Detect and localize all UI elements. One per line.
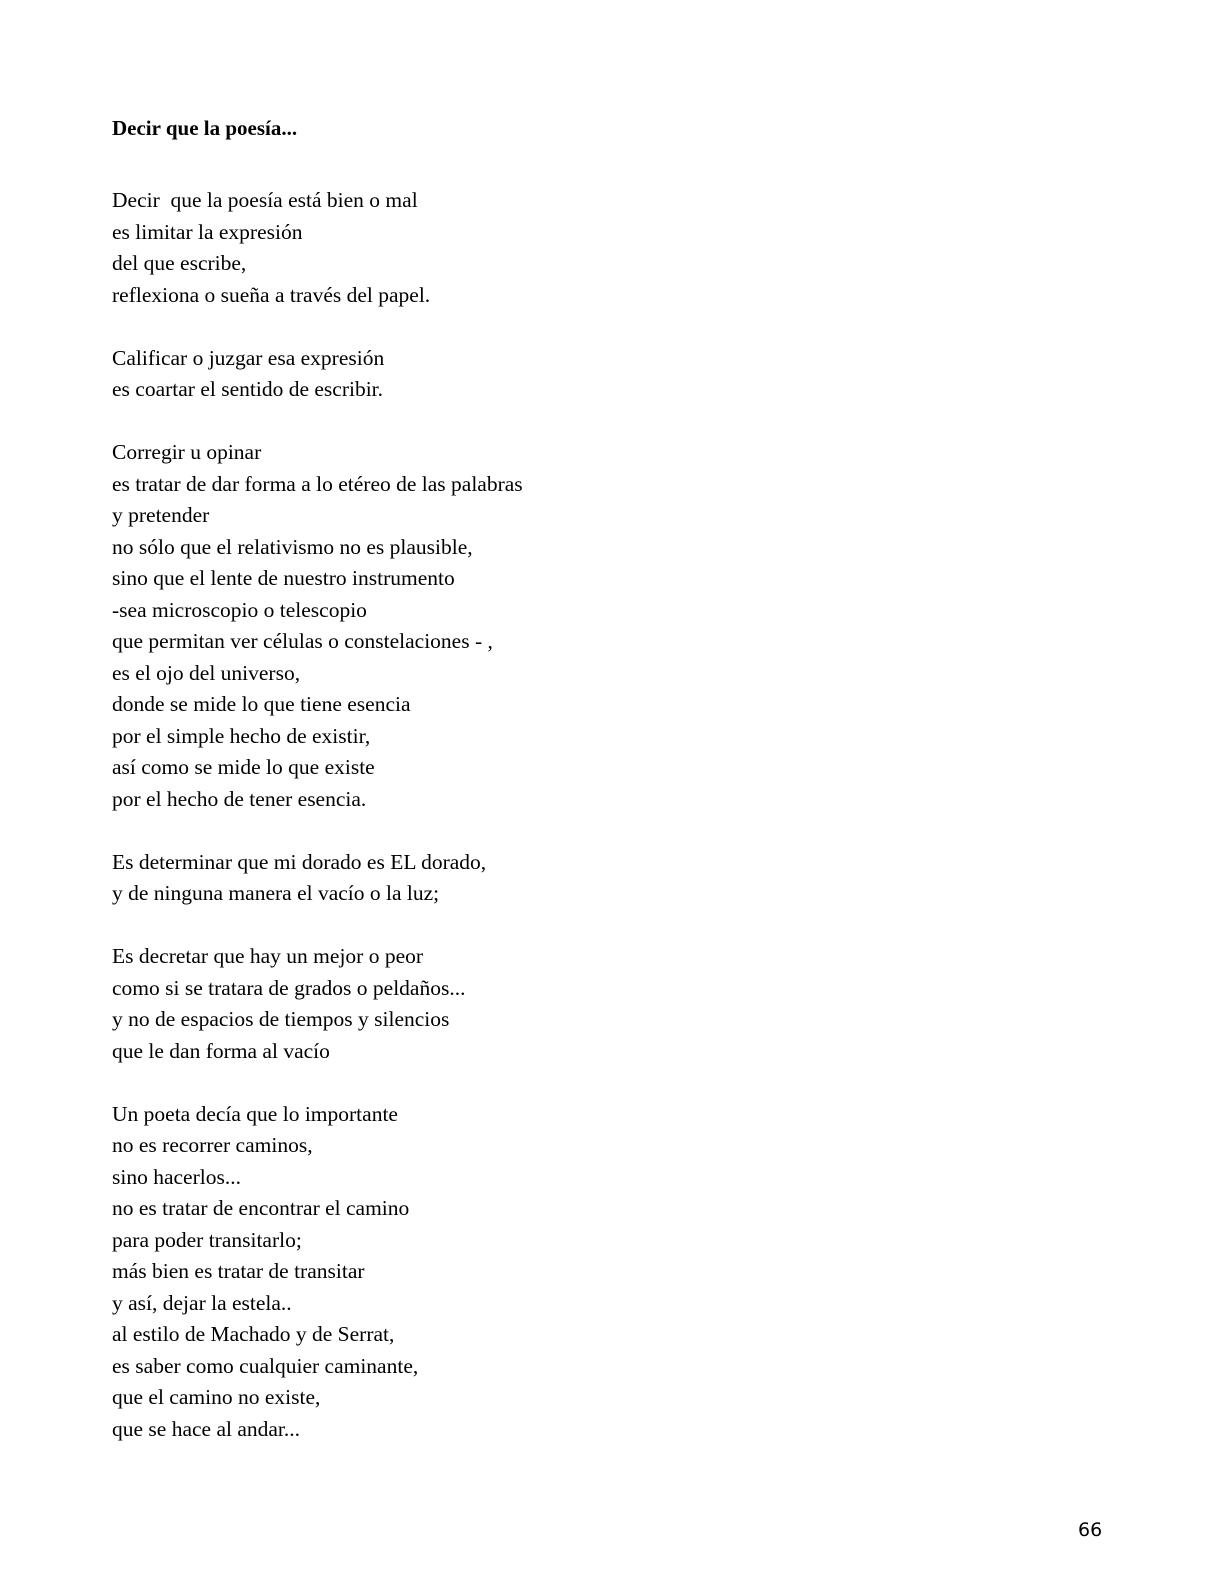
- poem-line: es coartar el sentido de escribir.: [112, 377, 384, 401]
- poem-stanza: [112, 185, 523, 311]
- poem-line: que se hace al andar...: [112, 1416, 301, 1441]
- poem-stanza: [112, 847, 523, 910]
- poem-line: y no de espacios de tiempos y silencios: [112, 1007, 450, 1031]
- poem-stanza: [112, 1099, 523, 1446]
- poem-line: para poder transitarlo;: [112, 1227, 302, 1252]
- poem-line: Corregir u opinar: [112, 440, 262, 464]
- poem-stanza: [112, 343, 523, 406]
- poem-line: reflexiona o sueña a través del papel.: [112, 282, 431, 307]
- poem-line: Es decretar que hay un mejor o peor: [112, 944, 424, 968]
- poem-line: no es recorrer caminos,: [112, 1133, 313, 1157]
- poem-line: del que escribe,: [112, 251, 247, 275]
- page-number: 66: [1078, 1519, 1103, 1541]
- poem-title: Decir que la poesía...: [112, 116, 298, 140]
- poem-line: por el hecho de tener esencia.: [112, 786, 367, 811]
- poem-line: no sólo que el relativismo no es plausible,: [112, 534, 473, 559]
- poem-line: que el camino no existe,: [112, 1385, 321, 1409]
- poem-line: Decir que la poesía está bien o mal: [112, 188, 418, 212]
- poem-line: es limitar la expresión: [112, 219, 303, 244]
- poem-line: así como se mide lo que existe: [112, 755, 375, 779]
- poem-line: y pretender: [112, 503, 210, 527]
- poem-line: sino hacerlos...: [112, 1164, 241, 1189]
- poem-line: Es determinar que mi dorado es EL dorado,: [112, 849, 487, 874]
- poem-line: como si se tratara de grados o peldaños...: [112, 975, 466, 1000]
- poem-line: más bien es tratar de transitar: [112, 1259, 365, 1283]
- poem-body: [112, 185, 523, 1477]
- poem-line: al estilo de Machado y de Serrat,: [112, 1322, 395, 1346]
- poem-line: es el ojo del universo,: [112, 660, 301, 685]
- poem-line: que permitan ver células o constelaciones - ,: [112, 629, 493, 653]
- poem-line: es saber como cualquier caminante,: [112, 1353, 419, 1378]
- poem-line: Un poeta decía que lo importante: [112, 1101, 398, 1126]
- poem-line: que le dan forma al vacío: [112, 1038, 330, 1063]
- poem-line: sino que el lente de nuestro instrumento: [112, 566, 455, 590]
- poem-line: donde se mide lo que tiene esencia: [112, 692, 411, 716]
- poem-line: no es tratar de encontrar el camino: [112, 1196, 410, 1220]
- poem-line: y así, dejar la estela..: [112, 1290, 292, 1315]
- poem-line: es tratar de dar forma a lo etéreo de las palabras: [112, 471, 523, 496]
- poem-line: por el simple hecho de existir,: [112, 723, 371, 748]
- poem-stanza: [112, 437, 523, 815]
- poem-line: y de ninguna manera el vacío o la luz;: [112, 881, 440, 905]
- poem-line: Calificar o juzgar esa expresión: [112, 345, 385, 370]
- poem-line: -sea microscopio o telescopio: [112, 597, 367, 622]
- poem-stanza: [112, 941, 523, 1067]
